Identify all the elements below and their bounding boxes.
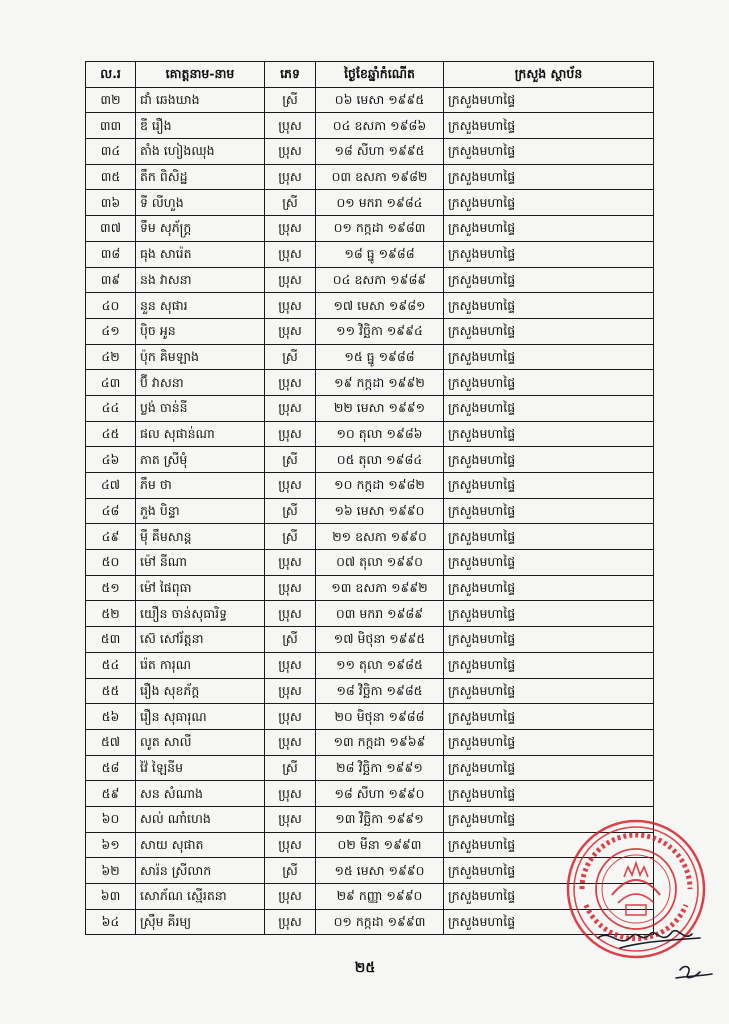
row-date-of-birth-cell: ១៨ ធ្នូ ១៩៨៨ <box>316 241 444 267</box>
row-ministry-cell: ក្រសួងមហាផ្ទៃ <box>444 241 654 267</box>
row-ministry-cell: ក្រសួងមហាផ្ទៃ <box>444 164 654 190</box>
row-sex-cell: ស្រី <box>265 627 316 653</box>
row-name-cell: ជាំ ឆេងឃាង <box>136 87 265 113</box>
row-name-cell: ធុង សារ៉េត <box>136 241 265 267</box>
row-ministry-cell: ក្រសួងមហាផ្ទៃ <box>444 318 654 344</box>
row-name-cell: រឿន សុធារុណ <box>136 704 265 730</box>
table-row <box>86 113 654 139</box>
row-name-cell: ម៉ី គឹមសាន្ត <box>136 524 265 550</box>
row-ministry-cell: ក្រសួងមហាផ្ទៃ <box>444 678 654 704</box>
header-number: ល.រ <box>86 62 136 88</box>
table-row <box>86 395 654 421</box>
row-ministry-cell: ក្រសួងមហាផ្ទៃ <box>444 395 654 421</box>
row-ministry-cell: ក្រសួងមហាផ្ទៃ <box>444 729 654 755</box>
row-name-cell: ទី លីហួង <box>136 190 265 216</box>
row-sex-cell: ប្រុស <box>265 241 316 267</box>
table-row <box>86 524 654 550</box>
table-row <box>86 139 654 165</box>
row-date-of-birth-cell: ១៥ មេសា ១៩៩០ <box>316 858 444 884</box>
row-ministry-cell: ក្រសួងមហាផ្ទៃ <box>444 216 654 242</box>
row-number-cell: ៥៥ <box>86 678 136 704</box>
row-date-of-birth-cell: ២២ មេសា ១៩៩១ <box>316 395 444 421</box>
row-ministry-cell: ក្រសួងមហាផ្ទៃ <box>444 524 654 550</box>
row-date-of-birth-cell: ០៥ តុលា ១៩៨៤ <box>316 447 444 473</box>
table-row <box>86 678 654 704</box>
row-sex-cell: ប្រុស <box>265 678 316 704</box>
row-date-of-birth-cell: ១៨ សីហា ១៩៩០ <box>316 781 444 807</box>
row-ministry-cell: ក្រសួងមហាផ្ទៃ <box>444 832 654 858</box>
row-date-of-birth-cell: ១១ វិច្ឆិកា ១៩៩៤ <box>316 318 444 344</box>
row-ministry-cell: ក្រសួងមហាផ្ទៃ <box>444 575 654 601</box>
row-number-cell: ៣៣ <box>86 113 136 139</box>
row-number-cell: ៤៨ <box>86 498 136 524</box>
row-name-cell: នង វាសនា <box>136 267 265 293</box>
row-number-cell: ៤៥ <box>86 421 136 447</box>
row-ministry-cell: ក្រសួងមហាផ្ទៃ <box>444 293 654 319</box>
row-number-cell: ៦២ <box>86 858 136 884</box>
row-sex-cell: ប្រុស <box>265 575 316 601</box>
row-date-of-birth-cell: ១៨ សីហា ១៩៩៥ <box>316 139 444 165</box>
row-name-cell: ផល សុផាន់ណា <box>136 421 265 447</box>
row-date-of-birth-cell: ០៧ តុលា ១៩៩០ <box>316 550 444 576</box>
row-name-cell: សន សំណាង <box>136 781 265 807</box>
row-ministry-cell: ក្រសួងមហាផ្ទៃ <box>444 858 654 884</box>
row-ministry-cell: ក្រសួងមហាផ្ទៃ <box>444 267 654 293</box>
row-name-cell: សារ៉ន ស្រីលាក <box>136 858 265 884</box>
table-row <box>86 473 654 499</box>
row-name-cell: ទឹម សុភ័ក្ត្រ <box>136 216 265 242</box>
row-number-cell: ៣៧ <box>86 216 136 242</box>
row-number-cell: ៦១ <box>86 832 136 858</box>
row-ministry-cell: ក្រសួងមហាផ្ទៃ <box>444 704 654 730</box>
row-ministry-cell: ក្រសួងមហាផ្ទៃ <box>444 909 654 935</box>
row-ministry-cell: ក្រសួងមហាផ្ទៃ <box>444 498 654 524</box>
table-row <box>86 498 654 524</box>
table-row <box>86 241 654 267</box>
table-row <box>86 729 654 755</box>
row-ministry-cell: ក្រសួងមហាផ្ទៃ <box>444 113 654 139</box>
table-header-row <box>86 62 654 88</box>
row-sex-cell: ប្រុស <box>265 216 316 242</box>
row-sex-cell: ប្រុស <box>265 909 316 935</box>
row-sex-cell: ប្រុស <box>265 113 316 139</box>
table-row <box>86 318 654 344</box>
row-number-cell: ៥៧ <box>86 729 136 755</box>
row-date-of-birth-cell: ១០ តុលា ១៩៨៦ <box>316 421 444 447</box>
table-row <box>86 164 654 190</box>
row-number-cell: ៥០ <box>86 550 136 576</box>
row-date-of-birth-cell: ២៨ វិច្ឆិកា ១៩៩១ <box>316 755 444 781</box>
row-date-of-birth-cell: ១៨ វិច្ឆិកា ១៩៨៥ <box>316 678 444 704</box>
row-name-cell: តឹក ពិសិដ្ឋ <box>136 164 265 190</box>
table-row <box>86 344 654 370</box>
row-number-cell: ៣៨ <box>86 241 136 267</box>
row-number-cell: ៥១ <box>86 575 136 601</box>
row-date-of-birth-cell: ០១ មករា ១៩៨៤ <box>316 190 444 216</box>
row-sex-cell: ប្រុស <box>265 601 316 627</box>
row-number-cell: ៥៣ <box>86 627 136 653</box>
row-date-of-birth-cell: ០៣ មករា ១៩៨៩ <box>316 601 444 627</box>
row-ministry-cell: ក្រសួងមហាផ្ទៃ <box>444 421 654 447</box>
handwritten-signature <box>580 920 720 990</box>
row-ministry-cell: ក្រសួងមហាផ្ទៃ <box>444 473 654 499</box>
row-sex-cell: ប្រុស <box>265 729 316 755</box>
row-sex-cell: ប្រុស <box>265 164 316 190</box>
row-name-cell: នួន សុផារ <box>136 293 265 319</box>
table-row <box>86 781 654 807</box>
row-date-of-birth-cell: ១៣ កក្កដា ១៩៦៩ <box>316 729 444 755</box>
table-row <box>86 550 654 576</box>
row-number-cell: ៥៨ <box>86 755 136 781</box>
row-name-cell: លូត សាលី <box>136 729 265 755</box>
row-sex-cell: ស្រី <box>265 524 316 550</box>
staff-roster-table <box>85 61 654 935</box>
row-ministry-cell: ក្រសួងមហាផ្ទៃ <box>444 139 654 165</box>
row-date-of-birth-cell: ០៤ ឧសភា ១៩៨៦ <box>316 113 444 139</box>
row-number-cell: ៣២ <box>86 87 136 113</box>
row-sex-cell: ប្រុស <box>265 781 316 807</box>
row-name-cell: ប៉ុក គិមឡាង <box>136 344 265 370</box>
table-row <box>86 421 654 447</box>
row-sex-cell: ស្រី <box>265 344 316 370</box>
row-sex-cell: ប្រុស <box>265 652 316 678</box>
row-ministry-cell: ក្រសួងមហាផ្ទៃ <box>444 601 654 627</box>
row-date-of-birth-cell: ០៣ ឧសភា ១៩៨២ <box>316 164 444 190</box>
row-ministry-cell: ក្រសួងមហាផ្ទៃ <box>444 447 654 473</box>
row-date-of-birth-cell: ០២ មីនា ១៩៩៣ <box>316 832 444 858</box>
row-number-cell: ៤៦ <box>86 447 136 473</box>
row-name-cell: រ៉េត ការុណ <box>136 652 265 678</box>
row-date-of-birth-cell: ១៥ ធ្នូ ១៩៨៨ <box>316 344 444 370</box>
table-row <box>86 447 654 473</box>
row-date-of-birth-cell: ១៧ មិថុនា ១៩៩៥ <box>316 627 444 653</box>
row-sex-cell: ស្រី <box>265 498 316 524</box>
row-sex-cell: ប្រុស <box>265 267 316 293</box>
row-date-of-birth-cell: ១០ កក្កដា ១៩៨២ <box>316 473 444 499</box>
row-date-of-birth-cell: ០១ កក្កដា ១៩៨៣ <box>316 216 444 242</box>
row-sex-cell: ប្រុស <box>265 550 316 576</box>
row-name-cell: យឿន ចាន់សុធារិទ្ធ <box>136 601 265 627</box>
row-number-cell: ៦០ <box>86 806 136 832</box>
row-number-cell: ៤២ <box>86 344 136 370</box>
row-name-cell: ប្លង់ ចាន់នី <box>136 395 265 421</box>
row-name-cell: ភឹម ថា <box>136 473 265 499</box>
row-name-cell: ភួង បិន្ទា <box>136 498 265 524</box>
row-ministry-cell: ក្រសួងមហាផ្ទៃ <box>444 755 654 781</box>
row-number-cell: ៤១ <box>86 318 136 344</box>
row-name-cell: ស៊េ សៅរ័ត្តនា <box>136 627 265 653</box>
row-sex-cell: ប្រុស <box>265 473 316 499</box>
row-ministry-cell: ក្រសួងមហាផ្ទៃ <box>444 87 654 113</box>
row-number-cell: ៥៤ <box>86 652 136 678</box>
row-number-cell: ៤៩ <box>86 524 136 550</box>
row-name-cell: ភាត ស្រីមុំ <box>136 447 265 473</box>
row-ministry-cell: ក្រសួងមហាផ្ទៃ <box>444 550 654 576</box>
row-number-cell: ៦៣ <box>86 884 136 910</box>
row-sex-cell: ប្រុស <box>265 806 316 832</box>
row-date-of-birth-cell: ០១ កក្កដា ១៩៩៣ <box>316 909 444 935</box>
row-number-cell: ៤៧ <box>86 473 136 499</box>
row-name-cell: ប៊ី វាសនា <box>136 370 265 396</box>
row-number-cell: ៥២ <box>86 601 136 627</box>
row-date-of-birth-cell: ០៦ មេសា ១៩៩៥ <box>316 87 444 113</box>
row-number-cell: ៣៦ <box>86 190 136 216</box>
row-sex-cell: ស្រី <box>265 87 316 113</box>
row-number-cell: ៦៤ <box>86 909 136 935</box>
table-row <box>86 267 654 293</box>
row-sex-cell: ប្រុស <box>265 139 316 165</box>
row-name-cell: សល់ ណាំហេង <box>136 806 265 832</box>
row-sex-cell: ប្រុស <box>265 370 316 396</box>
row-number-cell: ៣៤ <box>86 139 136 165</box>
row-sex-cell: ប្រុស <box>265 832 316 858</box>
table-row <box>86 755 654 781</box>
row-name-cell: សោភ័ណ ស្មើរតនា <box>136 884 265 910</box>
row-name-cell: សាយ សុផាត <box>136 832 265 858</box>
row-name-cell: វ៉ៃ ឡៃនីម <box>136 755 265 781</box>
row-number-cell: ៤៤ <box>86 395 136 421</box>
row-number-cell: ៣៥ <box>86 164 136 190</box>
row-number-cell: ៥៦ <box>86 704 136 730</box>
page-number: ២៥ <box>354 960 376 976</box>
table-row <box>86 190 654 216</box>
row-sex-cell: ស្រី <box>265 755 316 781</box>
row-name-cell: ស្រ៊ឹម គីរម្យ <box>136 909 265 935</box>
row-name-cell: រឿង សុខភ័ក្ត <box>136 678 265 704</box>
row-sex-cell: ស្រី <box>265 190 316 216</box>
row-date-of-birth-cell: ២៩ កញ្ញា ១៩៩០ <box>316 884 444 910</box>
row-ministry-cell: ក្រសួងមហាផ្ទៃ <box>444 370 654 396</box>
row-sex-cell: ស្រី <box>265 447 316 473</box>
row-date-of-birth-cell: ០៤ ឧសភា ១៩៨៩ <box>316 267 444 293</box>
row-sex-cell: ប្រុស <box>265 421 316 447</box>
row-sex-cell: ប្រុស <box>265 884 316 910</box>
row-name-cell: ម៉ៅ នីណា <box>136 550 265 576</box>
table-body <box>86 87 654 935</box>
row-number-cell: ៣៩ <box>86 267 136 293</box>
header-sex: ភេទ <box>265 62 316 88</box>
row-date-of-birth-cell: ១៧ មេសា ១៩៨១ <box>316 293 444 319</box>
row-sex-cell: ប្រុស <box>265 704 316 730</box>
header-name: គោត្តនាម-នាម <box>136 62 265 88</box>
row-sex-cell: ប្រុស <box>265 318 316 344</box>
header-date-of-birth: ថ្ងៃខែឆ្នាំកំណើត <box>316 62 444 88</box>
row-name-cell: ប៉ិច អូន <box>136 318 265 344</box>
row-date-of-birth-cell: ១៣ ឧសភា ១៩៩២ <box>316 575 444 601</box>
row-ministry-cell: ក្រសួងមហាផ្ទៃ <box>444 344 654 370</box>
row-date-of-birth-cell: ២០ មិថុនា ១៩៨៨ <box>316 704 444 730</box>
row-ministry-cell: ក្រសួងមហាផ្ទៃ <box>444 806 654 832</box>
row-sex-cell: ប្រុស <box>265 293 316 319</box>
row-ministry-cell: ក្រសួងមហាផ្ទៃ <box>444 884 654 910</box>
row-date-of-birth-cell: ១៩ កក្កដា ១៩៩២ <box>316 370 444 396</box>
row-number-cell: ៥៩ <box>86 781 136 807</box>
row-name-cell: ឌី រឿង <box>136 113 265 139</box>
table-row <box>86 370 654 396</box>
row-sex-cell: ប្រុស <box>265 395 316 421</box>
row-date-of-birth-cell: ១១ តុលា ១៩៨៥ <box>316 652 444 678</box>
header-ministry: ក្រសួង ស្ថាប័ន <box>444 62 654 88</box>
row-date-of-birth-cell: ២១ ឧសភា ១៩៩០ <box>316 524 444 550</box>
row-name-cell: ម៉ៅ ផៃពុធា <box>136 575 265 601</box>
row-date-of-birth-cell: ១៣ វិច្ឆិកា ១៩៩១ <box>316 806 444 832</box>
row-ministry-cell: ក្រសួងមហាផ្ទៃ <box>444 627 654 653</box>
table-row <box>86 293 654 319</box>
row-sex-cell: ស្រី <box>265 858 316 884</box>
row-number-cell: ៤០ <box>86 293 136 319</box>
row-ministry-cell: ក្រសួងមហាផ្ទៃ <box>444 781 654 807</box>
table-row <box>86 652 654 678</box>
row-ministry-cell: ក្រសួងមហាផ្ទៃ <box>444 190 654 216</box>
table-row <box>86 627 654 653</box>
table-row <box>86 575 654 601</box>
table-row <box>86 601 654 627</box>
table-row <box>86 704 654 730</box>
row-date-of-birth-cell: ១៦ មេសា ១៩៩០ <box>316 498 444 524</box>
row-name-cell: តាំង ហៀងឈុង <box>136 139 265 165</box>
table-row <box>86 216 654 242</box>
table-row <box>86 87 654 113</box>
row-ministry-cell: ក្រសួងមហាផ្ទៃ <box>444 652 654 678</box>
row-number-cell: ៤៣ <box>86 370 136 396</box>
